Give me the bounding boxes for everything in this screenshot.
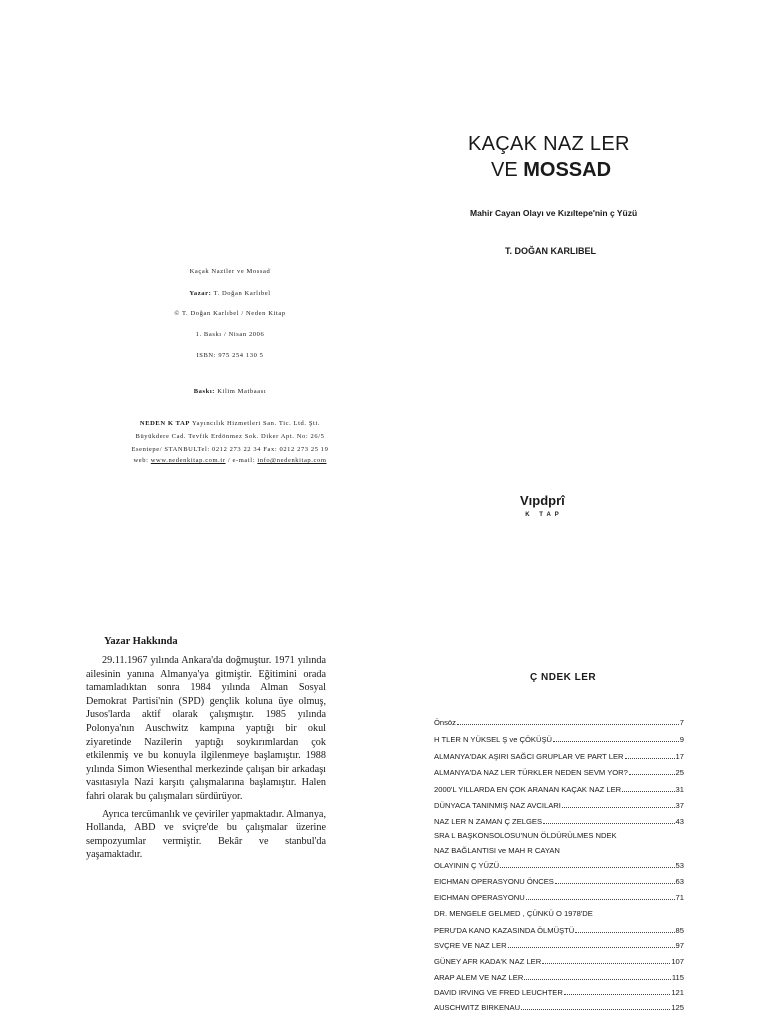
toc-entry <box>434 735 684 744</box>
toc-dot-leader <box>521 1009 670 1010</box>
toc-dot-leader <box>508 947 675 948</box>
toc-entry-page: 31 <box>675 785 684 794</box>
imprint-book-title: Kaçak Naziler ve Mossad <box>189 268 271 275</box>
toc-entry-page: 115 <box>671 973 684 982</box>
author-bio-paragraph-2: Ayrıca tercümanlık ve çeviriler yapmaktadır. Almanya, Hollanda, ABD ve sviçre'de bu çalışmalar üzerine sempozyumlar vermiştir. Bekâr ve stanbul'da yaşamaktadır. <box>86 808 326 861</box>
toc-dot-leader <box>553 741 679 742</box>
toc-dot-leader <box>542 963 670 964</box>
toc-entry <box>434 893 684 902</box>
toc-entry-page: 107 <box>671 957 684 966</box>
email-link[interactable]: info@nedenkitap.com <box>257 457 327 464</box>
toc-entry <box>434 941 684 950</box>
contents-heading: Ç NDEK LER <box>530 672 597 683</box>
toc-dot-leader <box>564 994 670 995</box>
imprint-edition: 1. Baskı / Nisan 2006 <box>195 331 265 338</box>
toc-entry-title: OLAYININ Ç YÜZÜ <box>434 861 500 870</box>
toc-entry-page: 17 <box>675 752 684 761</box>
toc-entry <box>434 877 684 886</box>
toc-entry-page: 25 <box>675 768 684 777</box>
toc-entry <box>434 768 684 777</box>
toc-entry <box>434 973 684 982</box>
toc-entry-page: 37 <box>675 801 684 810</box>
imprint-address-1: Büyükdere Cad. Tevfik Erdönmez Sok. Diker Apt. No: 26/5 <box>135 433 325 440</box>
author-bio-paragraph-1: 29.11.1967 yılında Ankara'da doğmuştur. 1971 yılında ailesinin yanına Almanya'ya gitmiştir. Eğitimini orada tamamladıktan sonra 1984 yılında Alman Sosyal Demokrat Partisi'nin (SPD) gençlik koluna üye olmuş, Jusos'larda aktif olarak çalışmıştır. 1985 yılında Polonya'nın Auschwitz kampına yaptığı bir okul ziyaretinde Nazilerin yaptığı soykırımlardan çok etkilenmiş ve bu konuyla ilgilenmeye başlamıştır. 1988 yılında Simon Wiesenthal merkezinde çalışan bir arkadaşı vasıtasıyla Nazi karşıtı çalışmalarına başlamıştır. Halen fahri olarak bu çalışmaları sürdürüyor. <box>86 655 326 802</box>
imprint-address-2: Esentepe/ STANBULTel: 0212 273 22 34 Fax: 0212 273 25 19 <box>131 446 329 453</box>
toc-entry-page: 53 <box>675 861 684 870</box>
toc-entry <box>434 1003 684 1012</box>
toc-dot-leader <box>543 823 675 824</box>
book-title: KAÇAK NAZ LER <box>468 133 630 155</box>
toc-entry <box>434 718 684 727</box>
toc-entry-page: 85 <box>675 926 684 935</box>
toc-entry-title: Önsöz <box>434 718 456 727</box>
imprint-isbn: ISBN: 975 254 130 5 <box>196 352 264 359</box>
toc-entry-title: SVÇRE VE NAZ LER <box>434 941 507 950</box>
imprint-printer: Baskı: Kilim Matbaası <box>193 388 267 395</box>
toc-entry-title: DÜNYACA TANINMIŞ NAZ AVCILARI <box>434 801 561 810</box>
imprint-copyright: © T. Doğan Karlıbel / Neden Kitap <box>174 310 286 317</box>
publisher-logo-subtitle: K TAP <box>525 512 563 518</box>
toc-entry <box>434 801 684 810</box>
website-link[interactable]: www.nedenkitap.com.tr <box>150 457 226 464</box>
toc-entry-page: 63 <box>675 877 684 886</box>
toc-dot-leader <box>622 791 674 792</box>
toc-entry-title: 2000'L YILLARDA EN ÇOK ARANAN KAÇAK NAZ LER <box>434 785 622 794</box>
toc-entry-page: 97 <box>675 941 684 950</box>
toc-entry-title: DR. MENGELE GELMED , ÇÜNKÜ O 1978'DE <box>434 909 593 918</box>
toc-entry <box>434 909 684 918</box>
toc-entry-title: GÜNEY AFR KADA'K NAZ LER <box>434 957 542 966</box>
toc-entry-page: 7 <box>679 718 684 727</box>
author-bio <box>86 654 326 862</box>
toc-dot-leader <box>526 899 675 900</box>
toc-entry-title: NAZ LER N ZAMAN Ç ZELGES <box>434 817 543 826</box>
toc-entry-page: 9 <box>679 735 684 744</box>
publisher-logo: Vıpdprî <box>520 493 565 508</box>
book-author: T. DOĞAN KARLIBEL <box>505 246 596 256</box>
toc-entry-title: DAVID IRVING VE FRED LEUCHTER <box>434 988 563 997</box>
toc-entry <box>434 817 684 826</box>
toc-dot-leader <box>562 807 675 808</box>
toc-entry-title: ALMANYA'DA NAZ LER TÜRKLER NEDEN SEVM YOR? <box>434 768 628 777</box>
imprint-author: Yazar: T. Doğan Karlıbel <box>189 290 271 297</box>
author-section-heading: Yazar Hakkında <box>104 636 178 647</box>
toc-entry-title: EICHMAN OPERASYONU ÖNCES <box>434 877 554 886</box>
toc-entry <box>434 988 684 997</box>
toc-dot-leader <box>457 724 679 725</box>
toc-entry-page: 43 <box>675 817 684 826</box>
toc-entry-page: 125 <box>671 1003 684 1012</box>
toc-entry-title: ARAP ALEM VE NAZ LER <box>434 973 524 982</box>
toc-entry <box>434 752 684 761</box>
toc-dot-leader <box>625 758 675 759</box>
toc-entry <box>434 846 684 855</box>
toc-dot-leader <box>500 867 674 868</box>
toc-entry <box>434 957 684 966</box>
imprint-web: web: www.nedenkitap.com.tr / e-mail: info@nedenkitap.com <box>133 457 327 464</box>
toc-entry <box>434 861 684 870</box>
toc-entry-title: NAZ BAĞLANTISI ve MAH R CAYAN <box>434 846 560 855</box>
toc-entry-title: SRA L BAŞKONSOLOSU'NUN ÖLDÜRÜLMES NDEK <box>434 831 617 840</box>
toc-entry-title: AUSCHWITZ BIRKENAU <box>434 1003 521 1012</box>
toc-dot-leader <box>575 932 674 933</box>
book-title-line-2: VE MOSSAD <box>491 159 612 181</box>
toc-entry-title: EICHMAN OPERASYONU <box>434 893 525 902</box>
toc-dot-leader <box>555 883 675 884</box>
toc-dot-leader <box>629 774 675 775</box>
imprint-publisher: NEDEN K TAP Yayıncılık Hizmetleri San. Tic. Ltd. Şti. <box>139 420 321 427</box>
toc-entry-title: ALMANYA'DAK AŞIRI SAĞCI GRUPLAR VE PART LER <box>434 752 624 761</box>
toc-entry <box>434 926 684 935</box>
book-subtitle: Mahir Cayan Olayı ve Kızıltepe'nin ç Yüzü <box>470 208 638 218</box>
toc-entry-page: 71 <box>675 893 684 902</box>
toc-entry <box>434 831 684 840</box>
toc-entry <box>434 785 684 794</box>
toc-entry-page: 121 <box>671 988 684 997</box>
toc-entry-title: H TLER N YÜKSEL Ş ve ÇÖKÜŞÜ <box>434 735 553 744</box>
toc-dot-leader <box>524 979 671 980</box>
toc-entry-title: PERU'DA KANO KAZASINDA ÖLMÜŞTÜ <box>434 926 575 935</box>
